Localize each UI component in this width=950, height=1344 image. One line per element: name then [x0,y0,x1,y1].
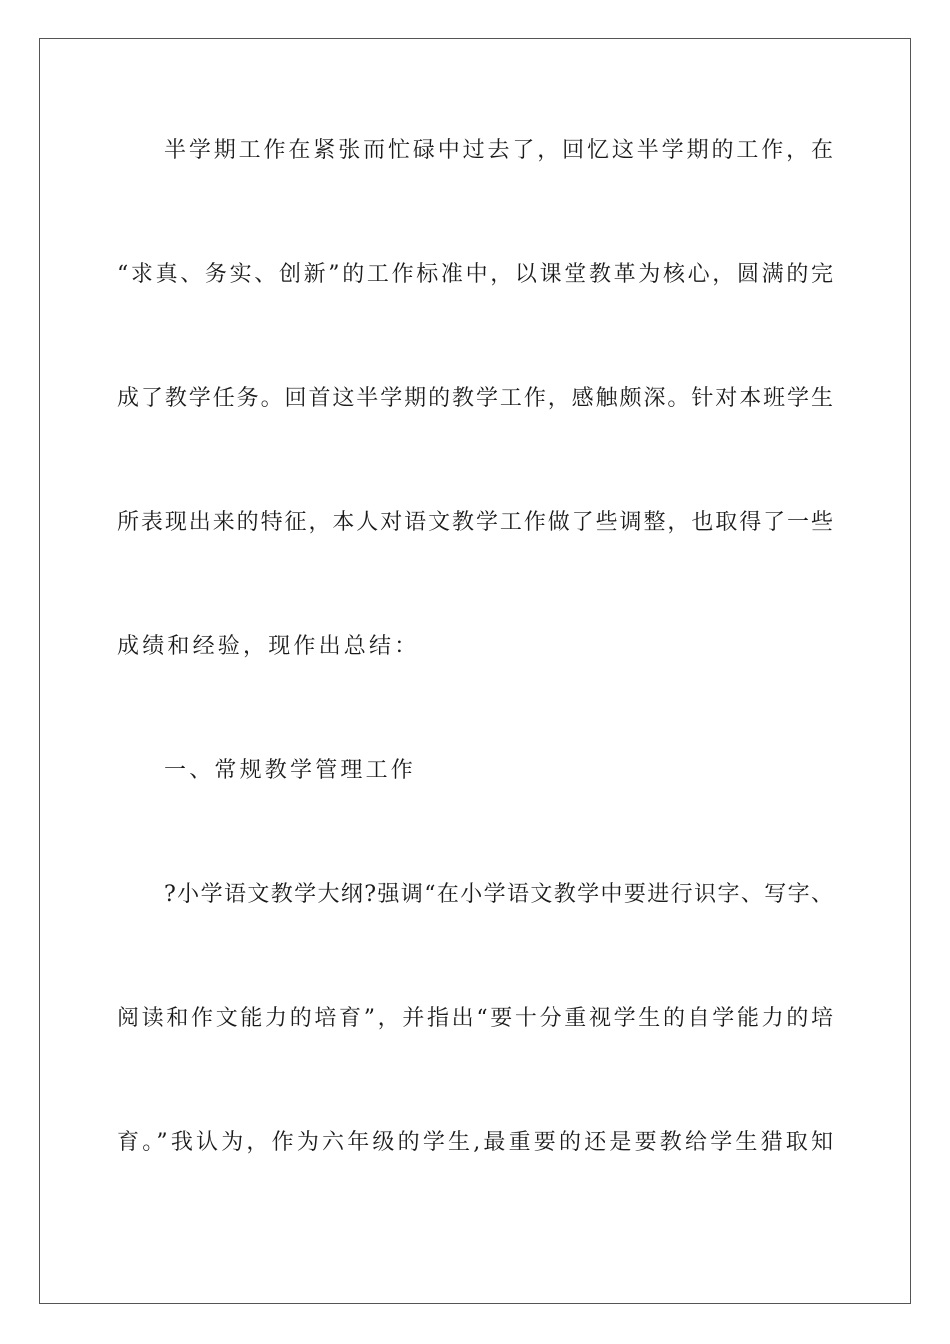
paragraph-1-line-5: 成绩和经验，现作出总结： [117,634,420,659]
page-border [39,38,911,1304]
paragraph-1-line-1: 半学期工作在紧张而忙碌中过去了，回忆这半学期的工作，在 [164,138,833,163]
paragraph-1-line-3: 成了教学任务。回首这半学期的教学工作，感触颇深。针对本班学生 [117,386,833,411]
paragraph-1-line-4: 所表现出来的特征，本人对语文教学工作做了些调整，也取得了一些 [117,510,833,535]
paragraph-2-line-2: 阅读和作文能力的培育”，并指出“要十分重视学生的自学能力的培 [117,1006,833,1031]
section-heading: 一、常规教学管理工作 [164,758,417,783]
paragraph-2-line-3: 育。”我认为，作为六年级的学生,最重要的还是要教给学生猎取知 [117,1130,833,1155]
paragraph-2-line-1: ?小学语文教学大纲?强调“在小学语文教学中要进行识字、写字、 [164,882,833,907]
paragraph-1-line-2: “求真、务实、创新”的工作标准中，以课堂教革为核心，圆满的完 [117,262,833,287]
